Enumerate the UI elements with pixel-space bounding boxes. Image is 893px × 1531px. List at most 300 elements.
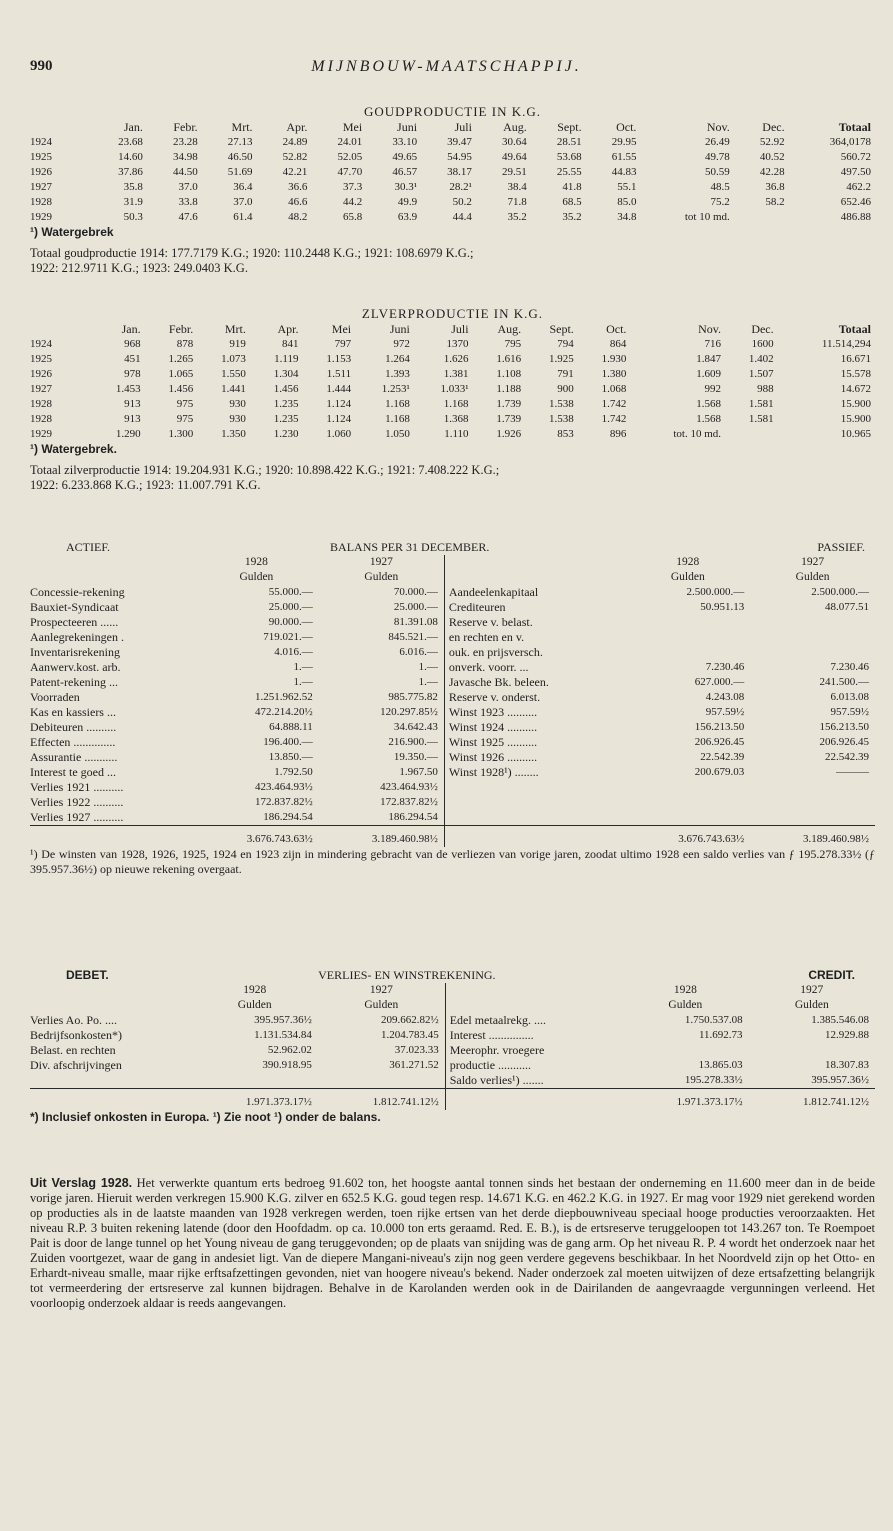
balance-left-label: Inventarisrekening (30, 645, 120, 659)
balance-right-empty (444, 780, 625, 795)
gold-col-header: Mrt. (231, 120, 253, 134)
silver-cell: 1.609 (696, 368, 722, 380)
silver-cell: 1.393 (385, 368, 410, 380)
gold-row-year: 1924 (30, 136, 52, 148)
gold-cell: 28.2¹ (449, 181, 472, 193)
silver-col-header: Totaal (838, 322, 871, 336)
silver-cell: 1.253¹ (381, 383, 410, 395)
gold-col-header: Mei (342, 120, 363, 134)
balance-right-value-a: 206.926.45 (694, 736, 745, 748)
pnl-left-empty (318, 1073, 445, 1089)
pnl-left-value-a: 52.962.02 (267, 1044, 312, 1056)
pnl-right-value-a: 195.278.33½ (684, 1074, 743, 1086)
balance-left-value-a: 1.— (293, 676, 313, 688)
silver-cell: 1.168 (443, 398, 469, 410)
pnl-row (30, 1058, 875, 1073)
silver-cell: 1.124 (326, 398, 352, 410)
balance-row (30, 810, 875, 826)
silver-row-year: 1924 (30, 338, 52, 350)
silver-cell: 988 (757, 383, 774, 395)
pnl-right-label: Interest ............... (445, 1028, 622, 1043)
pnl-section (30, 968, 875, 1125)
gold-cell: 652.46 (840, 196, 871, 208)
silver-cell: tot. 10 md. (673, 428, 722, 440)
balance-right-value-a: 22.542.39 (700, 751, 745, 763)
balance-unit-a: Gulden (239, 571, 274, 583)
balance-left-value-a: 472.214.20½ (255, 706, 313, 718)
pnl-right-label: Meerophr. vroegere (445, 1043, 622, 1058)
balance-left-value-b: 1.— (418, 676, 438, 688)
balance-right-label: Reserve v. onderst. (444, 690, 625, 705)
balance-left-label: Concessie-rekening (30, 585, 125, 599)
balance-right-value-b: 957.59½ (830, 706, 869, 718)
pnl-total-left-a: 1.971.373.17½ (192, 1089, 318, 1111)
silver-row-year: 1925 (30, 353, 52, 365)
balance-left-value-a: 25.000.— (268, 601, 313, 613)
balance-left-value-b: 120.297.85½ (380, 706, 438, 718)
gold-cell: 37.0 (233, 196, 253, 208)
silver-cell: 1.925 (549, 353, 574, 365)
gold-cell: 42.28 (759, 166, 785, 178)
pnl-right-label: Saldo verlies¹) ....... (445, 1073, 622, 1089)
pnl-right-value-a: 13.865.03 (698, 1059, 743, 1071)
pnl-right-label: productie ........... (445, 1058, 622, 1073)
gold-row (30, 150, 875, 165)
balance-right-label: Winst 1925 .......... (444, 735, 625, 750)
pnl-year-row (30, 983, 875, 998)
gold-cell: 49.64 (502, 151, 527, 163)
silver-cell: 913 (124, 413, 141, 425)
balance-row (30, 795, 875, 810)
gold-cell: 63.9 (397, 211, 418, 223)
pnl-right-value-a (622, 1043, 748, 1058)
pnl-unit-d: Gulden (794, 999, 829, 1011)
silver-cell: 1.538 (549, 413, 574, 425)
gold-cell: 52.05 (337, 151, 363, 163)
gold-cell: 33.10 (392, 136, 418, 148)
balance-right-head: PASSIEF. (817, 540, 865, 554)
pnl-right-value-a: 1.750.537.08 (684, 1014, 743, 1026)
gold-row (30, 195, 875, 210)
silver-section (30, 306, 875, 493)
gold-cell: 35.2 (562, 211, 582, 223)
page-number: 990 (30, 58, 53, 74)
gold-cell: 40.52 (759, 151, 785, 163)
pnl-year-b: 1927 (369, 984, 393, 996)
balance-row (30, 615, 875, 630)
gold-cell: 50.2 (452, 196, 472, 208)
balance-row (30, 645, 875, 660)
gold-footnote-text: ¹) Watergebrek (30, 225, 114, 239)
gold-cell: 36.6 (288, 181, 308, 193)
silver-cell: 15.900 (840, 413, 871, 425)
silver-cell: 864 (609, 338, 627, 350)
silver-cell: 1.265 (168, 353, 194, 365)
balance-left-value-a: 1.792.50 (274, 766, 313, 778)
balance-section (30, 540, 875, 877)
balance-left-value-b: 186.294.54 (388, 811, 438, 823)
silver-cell: 968 (124, 338, 141, 350)
balance-left-value-b: 423.464.93½ (380, 781, 438, 793)
balance-total-right-a: 3.676.743.63½ (625, 826, 750, 848)
balance-right-value-b: 241.500.— (819, 676, 869, 688)
silver-cell: 1.444 (326, 383, 352, 395)
silver-cell: 1.033¹ (440, 383, 469, 395)
pnl-year-a: 1928 (243, 984, 267, 996)
silver-cell: 913 (124, 398, 141, 410)
gold-row (30, 180, 875, 195)
balance-right-label: Winst 1926 .......... (444, 750, 625, 765)
pnl-right-value-b: 395.957.36½ (811, 1074, 869, 1086)
pnl-left-label: Bedrijfsonkosten*) (30, 1028, 122, 1042)
balance-left-value-a: 186.294.54 (263, 811, 313, 823)
balance-right-empty (444, 795, 625, 810)
balance-row (30, 600, 875, 615)
pnl-left-label: Belast. en rechten (30, 1043, 116, 1057)
pnl-total-row (30, 1089, 875, 1111)
silver-cell: 1.368 (443, 413, 469, 425)
pnl-row (30, 1013, 875, 1028)
silver-col-header: Nov. (698, 322, 722, 336)
silver-cell: 1.065 (168, 368, 194, 380)
balance-right-empty (625, 780, 750, 795)
balance-left-label: Aanlegrekeningen . (30, 630, 124, 644)
balance-year-d: 1927 (801, 556, 825, 568)
silver-cell: 930 (229, 413, 246, 425)
balance-right-value-b (750, 630, 875, 645)
silver-cell: 1.930 (601, 353, 627, 365)
balance-unit-d: Gulden (795, 571, 830, 583)
silver-col-header: Mei (331, 322, 352, 336)
gold-cell: 31.9 (123, 196, 143, 208)
report-section (30, 1176, 875, 1311)
gold-cell: 85.0 (617, 196, 637, 208)
balance-right-value-b: 156.213.50 (819, 721, 869, 733)
silver-cell: 1.110 (444, 428, 469, 440)
silver-cell: 791 (557, 368, 574, 380)
pnl-unit-row (30, 998, 875, 1013)
pnl-total-left-b: 1.812.741.12½ (318, 1089, 445, 1111)
silver-cell: 1.050 (385, 428, 410, 440)
balance-left-value-b: 81.391.08 (393, 616, 438, 628)
gold-cell (734, 210, 789, 225)
silver-row-year: 1928 (30, 398, 52, 410)
balance-total-row (30, 826, 875, 848)
gold-cell: 23.68 (118, 136, 143, 148)
silver-cell: 900 (557, 383, 574, 395)
gold-row-year: 1926 (30, 166, 52, 178)
pnl-year-c: 1928 (673, 984, 697, 996)
gold-cell: 48.5 (710, 181, 730, 193)
balance-right-value-a: 156.213.50 (694, 721, 745, 733)
pnl-left-value-b: 37.023.33 (394, 1044, 439, 1056)
pnl-body (30, 1013, 875, 1089)
gold-row (30, 135, 875, 150)
balance-right-empty (750, 780, 875, 795)
gold-cell: 61.55 (611, 151, 637, 163)
balance-right-label: Reserve v. belast. (444, 615, 625, 630)
silver-footnote-text: ¹) Watergebrek. (30, 442, 117, 456)
gold-cell: 41.8 (562, 181, 582, 193)
gold-row-year: 1928 (30, 196, 52, 208)
pnl-left-head: DEBET. (66, 968, 109, 982)
silver-total-1: Totaal zilverproductie 1914: 19.204.931 K.G.; 1920: 10.898.422 K.G.; 1921: 7.408.222 K.G.; (30, 463, 500, 477)
silver-cell: 1.168 (385, 413, 410, 425)
gold-cell: 68.5 (562, 196, 582, 208)
silver-title: ZLVERPRODUCTIE IN K.G. (361, 306, 544, 321)
gold-cell: 39.47 (447, 136, 472, 148)
silver-cell: 975 (176, 413, 194, 425)
balance-right-label: onverk. voorr. ... (444, 660, 625, 675)
balance-right-value-a: 627.000.— (694, 676, 745, 688)
silver-cell: 1.568 (696, 398, 722, 410)
silver-cell: 1.235 (273, 398, 299, 410)
balance-right-value-a: 2.500.000.— (686, 586, 745, 598)
balance-left-label: Verlies 1927 .......... (30, 810, 124, 824)
silver-cell: 1.300 (168, 428, 194, 440)
gold-cell: 29.95 (611, 136, 637, 148)
silver-cell: 794 (557, 338, 574, 350)
balance-row (30, 750, 875, 765)
silver-table (30, 322, 875, 442)
silver-col-header: Sept. (549, 322, 574, 336)
gold-cell: 42.21 (282, 166, 308, 178)
balance-left-value-a: 196.400.— (263, 736, 313, 748)
silver-cell: 1.456 (273, 383, 299, 395)
silver-col-header: Apr. (277, 322, 299, 336)
gold-cell: 37.86 (118, 166, 143, 178)
pnl-right-value-b: 12.929.88 (825, 1029, 869, 1041)
silver-cell: 1.538 (549, 398, 574, 410)
balance-year-b: 1927 (369, 556, 393, 568)
balance-left-value-b: 25.000.— (393, 601, 438, 613)
balance-left-value-b: 845.521.— (388, 631, 438, 643)
pnl-unit-b: Gulden (364, 999, 399, 1011)
balance-left-value-b: 1.967.50 (399, 766, 438, 778)
balance-total-left-b: 3.189.460.98½ (319, 826, 445, 848)
pnl-unit-c: Gulden (668, 999, 703, 1011)
balance-unit-c: Gulden (670, 571, 705, 583)
balance-title: BALANS PER 31 DECEMBER. (330, 540, 490, 554)
balance-right-value-a: 957.59½ (705, 706, 745, 718)
pnl-footnote-text: *) Inclusief onkosten in Europa. ¹) Zie noot ¹) onder de balans. (30, 1110, 381, 1124)
silver-cell: 1.926 (496, 428, 522, 440)
gold-cell: 50.3 (123, 211, 143, 223)
gold-row (30, 165, 875, 180)
pnl-right-head: CREDIT. (808, 968, 855, 982)
balance-left-value-a: 4.016.— (274, 646, 313, 658)
pnl-unit-a: Gulden (237, 999, 272, 1011)
silver-cell: 1.511 (326, 368, 352, 380)
balance-total-left-a: 3.676.743.63½ (194, 826, 319, 848)
silver-cell: 1.188 (496, 383, 522, 395)
gold-col-header: Sept. (557, 120, 582, 134)
balance-left-value-a: 1.251.962.52 (255, 691, 313, 703)
silver-cell: 1600 (751, 338, 774, 350)
balance-right-empty (444, 810, 625, 826)
silver-row (30, 382, 875, 397)
gold-col-header: Juni (397, 120, 418, 134)
silver-cell: 1.060 (326, 428, 352, 440)
silver-row (30, 397, 875, 412)
gold-cell: 36.4 (233, 181, 253, 193)
silver-cell: 1.550 (221, 368, 246, 380)
silver-total-2: 1922: 6.233.868 K.G.; 1923: 11.007.791 K.G. (30, 478, 261, 492)
balance-left-label: Assurantie ........... (30, 750, 118, 764)
silver-cell: 15.900 (840, 398, 871, 410)
gold-cell: 37.3 (342, 181, 363, 193)
pnl-right-value-b (749, 1043, 875, 1058)
balance-right-value-a: 50.951.13 (700, 601, 745, 613)
silver-row-year: 1928 (30, 413, 52, 425)
gold-col-header: Febr. (173, 120, 198, 134)
balance-left-label: Voorraden (30, 690, 80, 704)
silver-cell: 992 (704, 383, 722, 395)
balance-right-value-b (750, 615, 875, 630)
silver-row (30, 367, 875, 382)
gold-total-1: Totaal goudproductie 1914: 177.7179 K.G.; 1920: 110.2448 K.G.; 1921: 108.6979 K.G.; (30, 246, 474, 260)
silver-cell: 1.124 (326, 413, 352, 425)
pnl-row (30, 1028, 875, 1043)
balance-footnote: ¹) De winsten van 1928, 1926, 1925, 1924 en 1923 zijn in mindering gebracht van de verliezen van vorige jaren, zoodat ultimo 1928 een saldo verlies van ƒ 195.278.33½ (ƒ 395.957.36½) op nieuwe rekening overgaat. (30, 847, 875, 876)
silver-cell: 1.380 (601, 368, 627, 380)
balance-left-head: ACTIEF. (66, 540, 111, 554)
gold-cell: 34.98 (172, 151, 198, 163)
pnl-row (30, 1043, 875, 1058)
gold-cell: 47.6 (178, 211, 198, 223)
report-paragraph (30, 1176, 875, 1311)
balance-row (30, 720, 875, 735)
gold-cell: 44.4 (452, 211, 472, 223)
balance-year-row (30, 555, 875, 570)
balance-left-label: Bauxiet-Syndicaat (30, 600, 119, 614)
gold-body (30, 135, 875, 225)
silver-col-header: Dec. (751, 322, 774, 336)
balance-left-value-b: 216.900.— (388, 736, 438, 748)
balance-right-value-a: 200.679.03 (694, 766, 745, 778)
pnl-left-label: Div. afschrijvingen (30, 1058, 122, 1072)
gold-cell: 50.59 (705, 166, 730, 178)
gold-cell: 48.2 (288, 211, 308, 223)
pnl-right-label: Edel metaalrekg. .... (445, 1013, 622, 1028)
balance-left-value-a: 64.888.11 (269, 721, 313, 733)
balance-left-value-a: 55.000.— (268, 586, 313, 598)
silver-cell: 14.672 (840, 383, 871, 395)
balance-right-value-a (625, 630, 750, 645)
gold-cell: 26.49 (705, 136, 730, 148)
pnl-left-empty (192, 1073, 318, 1089)
silver-cell: 1.119 (274, 353, 299, 365)
balance-row (30, 735, 875, 750)
silver-cell: 1.230 (273, 428, 299, 440)
silver-cell: 795 (504, 338, 522, 350)
gold-cell: 14.60 (118, 151, 143, 163)
silver-col-header: Oct. (606, 322, 627, 336)
silver-cell: 1.739 (496, 413, 522, 425)
gold-cell: 65.8 (342, 211, 363, 223)
gold-cell: 71.8 (507, 196, 527, 208)
silver-cell: 1.581 (748, 413, 774, 425)
silver-col-header: Aug. (497, 322, 522, 336)
silver-cell: 1.381 (443, 368, 469, 380)
silver-cell: 1.507 (748, 368, 774, 380)
silver-row-year: 1927 (30, 383, 52, 395)
balance-row (30, 705, 875, 720)
gold-cell: 23.28 (172, 136, 198, 148)
balance-left-value-a: 172.837.82½ (255, 796, 313, 808)
balance-left-label: Interest te goed ... (30, 765, 116, 779)
silver-cell: 1.616 (496, 353, 522, 365)
gold-cell: 44.50 (172, 166, 198, 178)
balance-left-value-b: 1.— (418, 661, 438, 673)
silver-cell: 1.568 (696, 413, 722, 425)
pnl-left-value-b: 209.662.82½ (380, 1014, 439, 1026)
gold-cell: 55.1 (617, 181, 637, 193)
silver-cell: 15.578 (840, 368, 871, 380)
gold-cell: 49.78 (705, 151, 730, 163)
balance-left-label: Debiteuren .......... (30, 720, 117, 734)
silver-row (30, 352, 875, 367)
balance-left-label: Kas en kassiers ... (30, 705, 116, 719)
silver-cell: 1.235 (273, 413, 299, 425)
gold-cell: 29.51 (502, 166, 527, 178)
balance-right-value-a: 4.243.08 (705, 691, 745, 703)
balance-left-value-b: 34.642.43 (393, 721, 438, 733)
balance-right-label: ouk. en prijsversch. (444, 645, 625, 660)
balance-left-value-b: 985.775.82 (388, 691, 438, 703)
silver-cell: 1370 (446, 338, 469, 350)
gold-col-header: Aug. (503, 120, 527, 134)
silver-col-header: Mrt. (224, 322, 246, 336)
gold-cell: 462.2 (846, 181, 871, 193)
balance-left-value-b: 70.000.— (393, 586, 438, 598)
pnl-left-empty (30, 1073, 192, 1089)
gold-col-header (30, 120, 92, 135)
silver-body (30, 337, 875, 442)
gold-cell: 53.68 (556, 151, 582, 163)
balance-left-label: Prospecteeren ...... (30, 615, 119, 629)
silver-cell: 1.742 (601, 413, 627, 425)
balance-right-value-b: 2.500.000.— (811, 586, 869, 598)
silver-cell: 16.671 (840, 353, 871, 365)
pnl-right-value-b: 18.307.83 (825, 1059, 869, 1071)
silver-cell: 1.264 (385, 353, 410, 365)
balance-unit-b: Gulden (364, 571, 399, 583)
silver-col-header: Jan. (121, 322, 141, 336)
pnl-left-value-b: 1.204.783.45 (380, 1029, 439, 1041)
gold-cell: 49.9 (397, 196, 418, 208)
gold-col-header: Dec. (762, 120, 785, 134)
pnl-title-row (30, 968, 875, 983)
silver-cell: 1.847 (696, 353, 722, 365)
silver-cell: 1.441 (221, 383, 246, 395)
silver-row (30, 427, 875, 442)
silver-cell: 1.626 (443, 353, 469, 365)
silver-cell: 919 (229, 338, 246, 350)
gold-col-header: Totaal (838, 120, 871, 134)
pnl-row (30, 1073, 875, 1089)
balance-row (30, 675, 875, 690)
pnl-left-value-a: 395.957.36½ (254, 1014, 312, 1026)
balance-row (30, 630, 875, 645)
gold-cell: 38.4 (507, 181, 527, 193)
silver-cell (725, 427, 778, 442)
gold-row-year: 1925 (30, 151, 52, 163)
silver-cell: 978 (124, 368, 141, 380)
gold-cell: 75.2 (710, 196, 730, 208)
silver-cell: 1.304 (273, 368, 299, 380)
silver-col-header: Juli (451, 322, 469, 336)
